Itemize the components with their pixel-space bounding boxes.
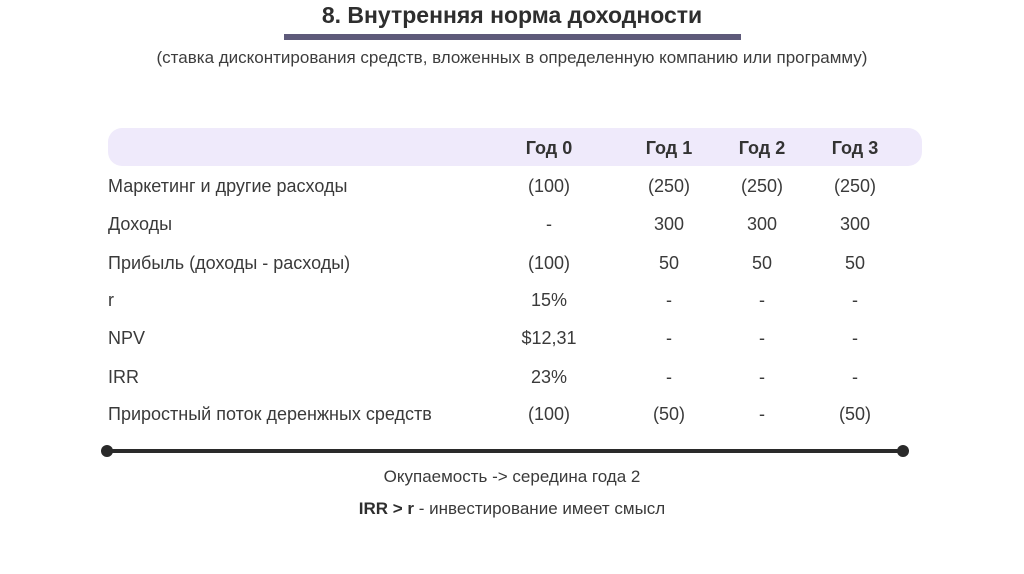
table-row-irr — [0, 367, 1024, 397]
row-label: Маркетинг и другие расходы — [108, 176, 348, 196]
column-header-year-1: Год 1 — [645, 138, 693, 158]
row-label: IRR — [108, 367, 139, 387]
cell-year-0: 15% — [530, 290, 568, 310]
table-row-npv — [0, 328, 1024, 358]
cell-year-1: (250) — [647, 176, 691, 196]
cell-year-0: 23% — [530, 367, 568, 387]
page-title: 8. Внутренняя норма доходности — [321, 2, 703, 28]
irr-conclusion-note — [0, 499, 1024, 519]
table-row-r — [0, 290, 1024, 320]
row-label: r — [108, 290, 114, 310]
table-row-profit — [0, 253, 1024, 283]
cell-year-2: - — [759, 328, 765, 348]
cell-year-3: (250) — [833, 176, 877, 196]
row-label: Доходы — [108, 214, 173, 234]
cell-year-0: $12,31 — [521, 328, 577, 348]
cell-year-3: - — [852, 367, 858, 387]
cell-year-3: - — [852, 328, 858, 348]
cell-year-3: - — [852, 290, 858, 310]
cell-year-1: - — [666, 328, 672, 348]
column-header-year-0: Год 0 — [525, 138, 573, 158]
cell-year-1: - — [666, 290, 672, 310]
cell-year-1: 50 — [658, 253, 680, 273]
cell-year-2: 50 — [751, 253, 773, 273]
table-row-revenue — [0, 214, 1024, 244]
cell-year-0: (100) — [527, 253, 571, 273]
title-underline — [284, 34, 741, 40]
cell-year-3: 300 — [839, 214, 871, 234]
cell-year-0: - — [546, 214, 552, 234]
divider-endpoint-left — [101, 445, 113, 457]
cell-year-2: - — [759, 404, 765, 424]
irr-condition: IRR > r — [358, 499, 415, 518]
cell-year-2: (250) — [740, 176, 784, 196]
page-subtitle: (ставка дисконтирования средств, вложенных в определенную компанию или программу) — [156, 48, 868, 67]
cell-year-2: 300 — [746, 214, 778, 234]
cell-year-3: (50) — [838, 404, 871, 424]
cell-year-0: (100) — [527, 404, 571, 424]
cell-year-3: 50 — [844, 253, 866, 273]
divider-endpoint-right — [897, 445, 909, 457]
cell-year-1: (50) — [652, 404, 685, 424]
cell-year-1: - — [666, 367, 672, 387]
irr-conclusion-text: - инвестирование имеет смысл — [414, 499, 666, 518]
cell-year-2: - — [759, 367, 765, 387]
row-label: NPV — [108, 328, 146, 348]
cell-year-0: (100) — [527, 176, 571, 196]
payback-note: Окупаемость -> середина года 2 — [383, 467, 641, 486]
row-label: Прибыль (доходы - расходы) — [108, 253, 351, 273]
table-divider — [106, 449, 903, 453]
cell-year-2: - — [759, 290, 765, 310]
table-row-expenses — [0, 176, 1024, 206]
column-header-year-2: Год 2 — [738, 138, 786, 158]
table-row-incremental-cash-flow — [0, 404, 1024, 434]
cell-year-1: 300 — [653, 214, 685, 234]
row-label: Приростный поток деренжных средств — [108, 404, 432, 424]
column-header-year-3: Год 3 — [831, 138, 879, 158]
